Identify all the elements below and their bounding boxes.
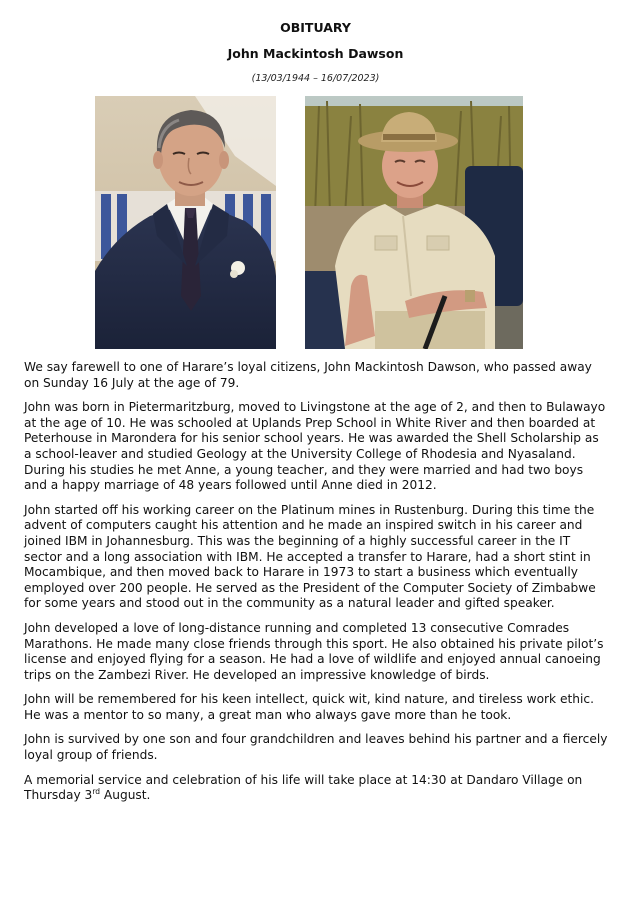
memorial-date-suffix: rd: [92, 787, 101, 797]
paragraph-interests: John developed a love of long-distance running and completed 13 consecutive Comrades Marathons. He made many close friends through this sport. He also obtained his private pilot’s license and enjoyed flying for a season. He had a love of wildlife and enjoyed annual canoeing trips on the Zambezi River. He developed an impressive knowledge of birds.: [24, 620, 604, 682]
paragraph-career: John started off his working career on the Platinum mines in Rustenburg. During this time the advent of computers caught his attention and he made an inspired switch in his career and joined IBM in Johannesburg. This was the beginning of a highly successful career in the IT sector and a long association with IBM. He accepted a transfer to Harare, had a short stint in Mocambique, and then moved back to Harare in 1973 to start a business which eventually employed over 200 people. He served as the President of the Computer Society of Zimbabwe for some years and stood out in the community as a natural leader and gifted speaker.: [24, 502, 596, 611]
deceased-name: John Mackintosh Dawson: [227, 46, 404, 61]
memorial-text-end: August.: [100, 788, 151, 803]
portrait-photo-icon: [95, 96, 276, 349]
life-dates: (13/03/1944 – 16/07/2023): [251, 73, 380, 84]
paragraph-farewell: We say farewell to one of Harare’s loyal citizens, John Mackintosh Dawson, who passed away on Sunday 16 July at the age of 79.: [24, 360, 592, 390]
portrait-photo-outdoor: [305, 96, 523, 349]
portrait-photo-formal: [95, 96, 276, 349]
paragraph-early-life: John was born in Pietermaritzburg, moved to Livingstone at the age of 2, and then to Bulawayo at the age of 10. He was schooled at Uplands Prep School in White River and then boarded at Peterhouse in Marondera for his senior school years. He was awarded the Shell Scholarship as a school-leaver and studied Geology at the University College of Rhodesia and Nyasaland. During his studies he met Anne, a young teacher, and they were married and had two boys and a happy marriage of 48 years followed until Anne died in 2012.: [24, 400, 606, 493]
portrait-photo-icon: [305, 96, 523, 349]
paragraph-memorial: [24, 773, 609, 804]
paragraph-remembrance: John will be remembered for his keen intellect, quick wit, kind nature, and tireless work ethic. He was a mentor to so many, a great man who always gave more than he took.: [24, 692, 594, 722]
document-heading: OBITUARY: [280, 20, 351, 35]
memorial-text: A memorial service and celebration of his life will take place at 14:30 at Dandaro Village on Thursday 3: [24, 772, 583, 803]
paragraph-survived-by: John is survived by one son and four grandchildren and leaves behind his partner and a fiercely loyal group of friends.: [24, 732, 608, 763]
obituary-body: [24, 360, 609, 813]
